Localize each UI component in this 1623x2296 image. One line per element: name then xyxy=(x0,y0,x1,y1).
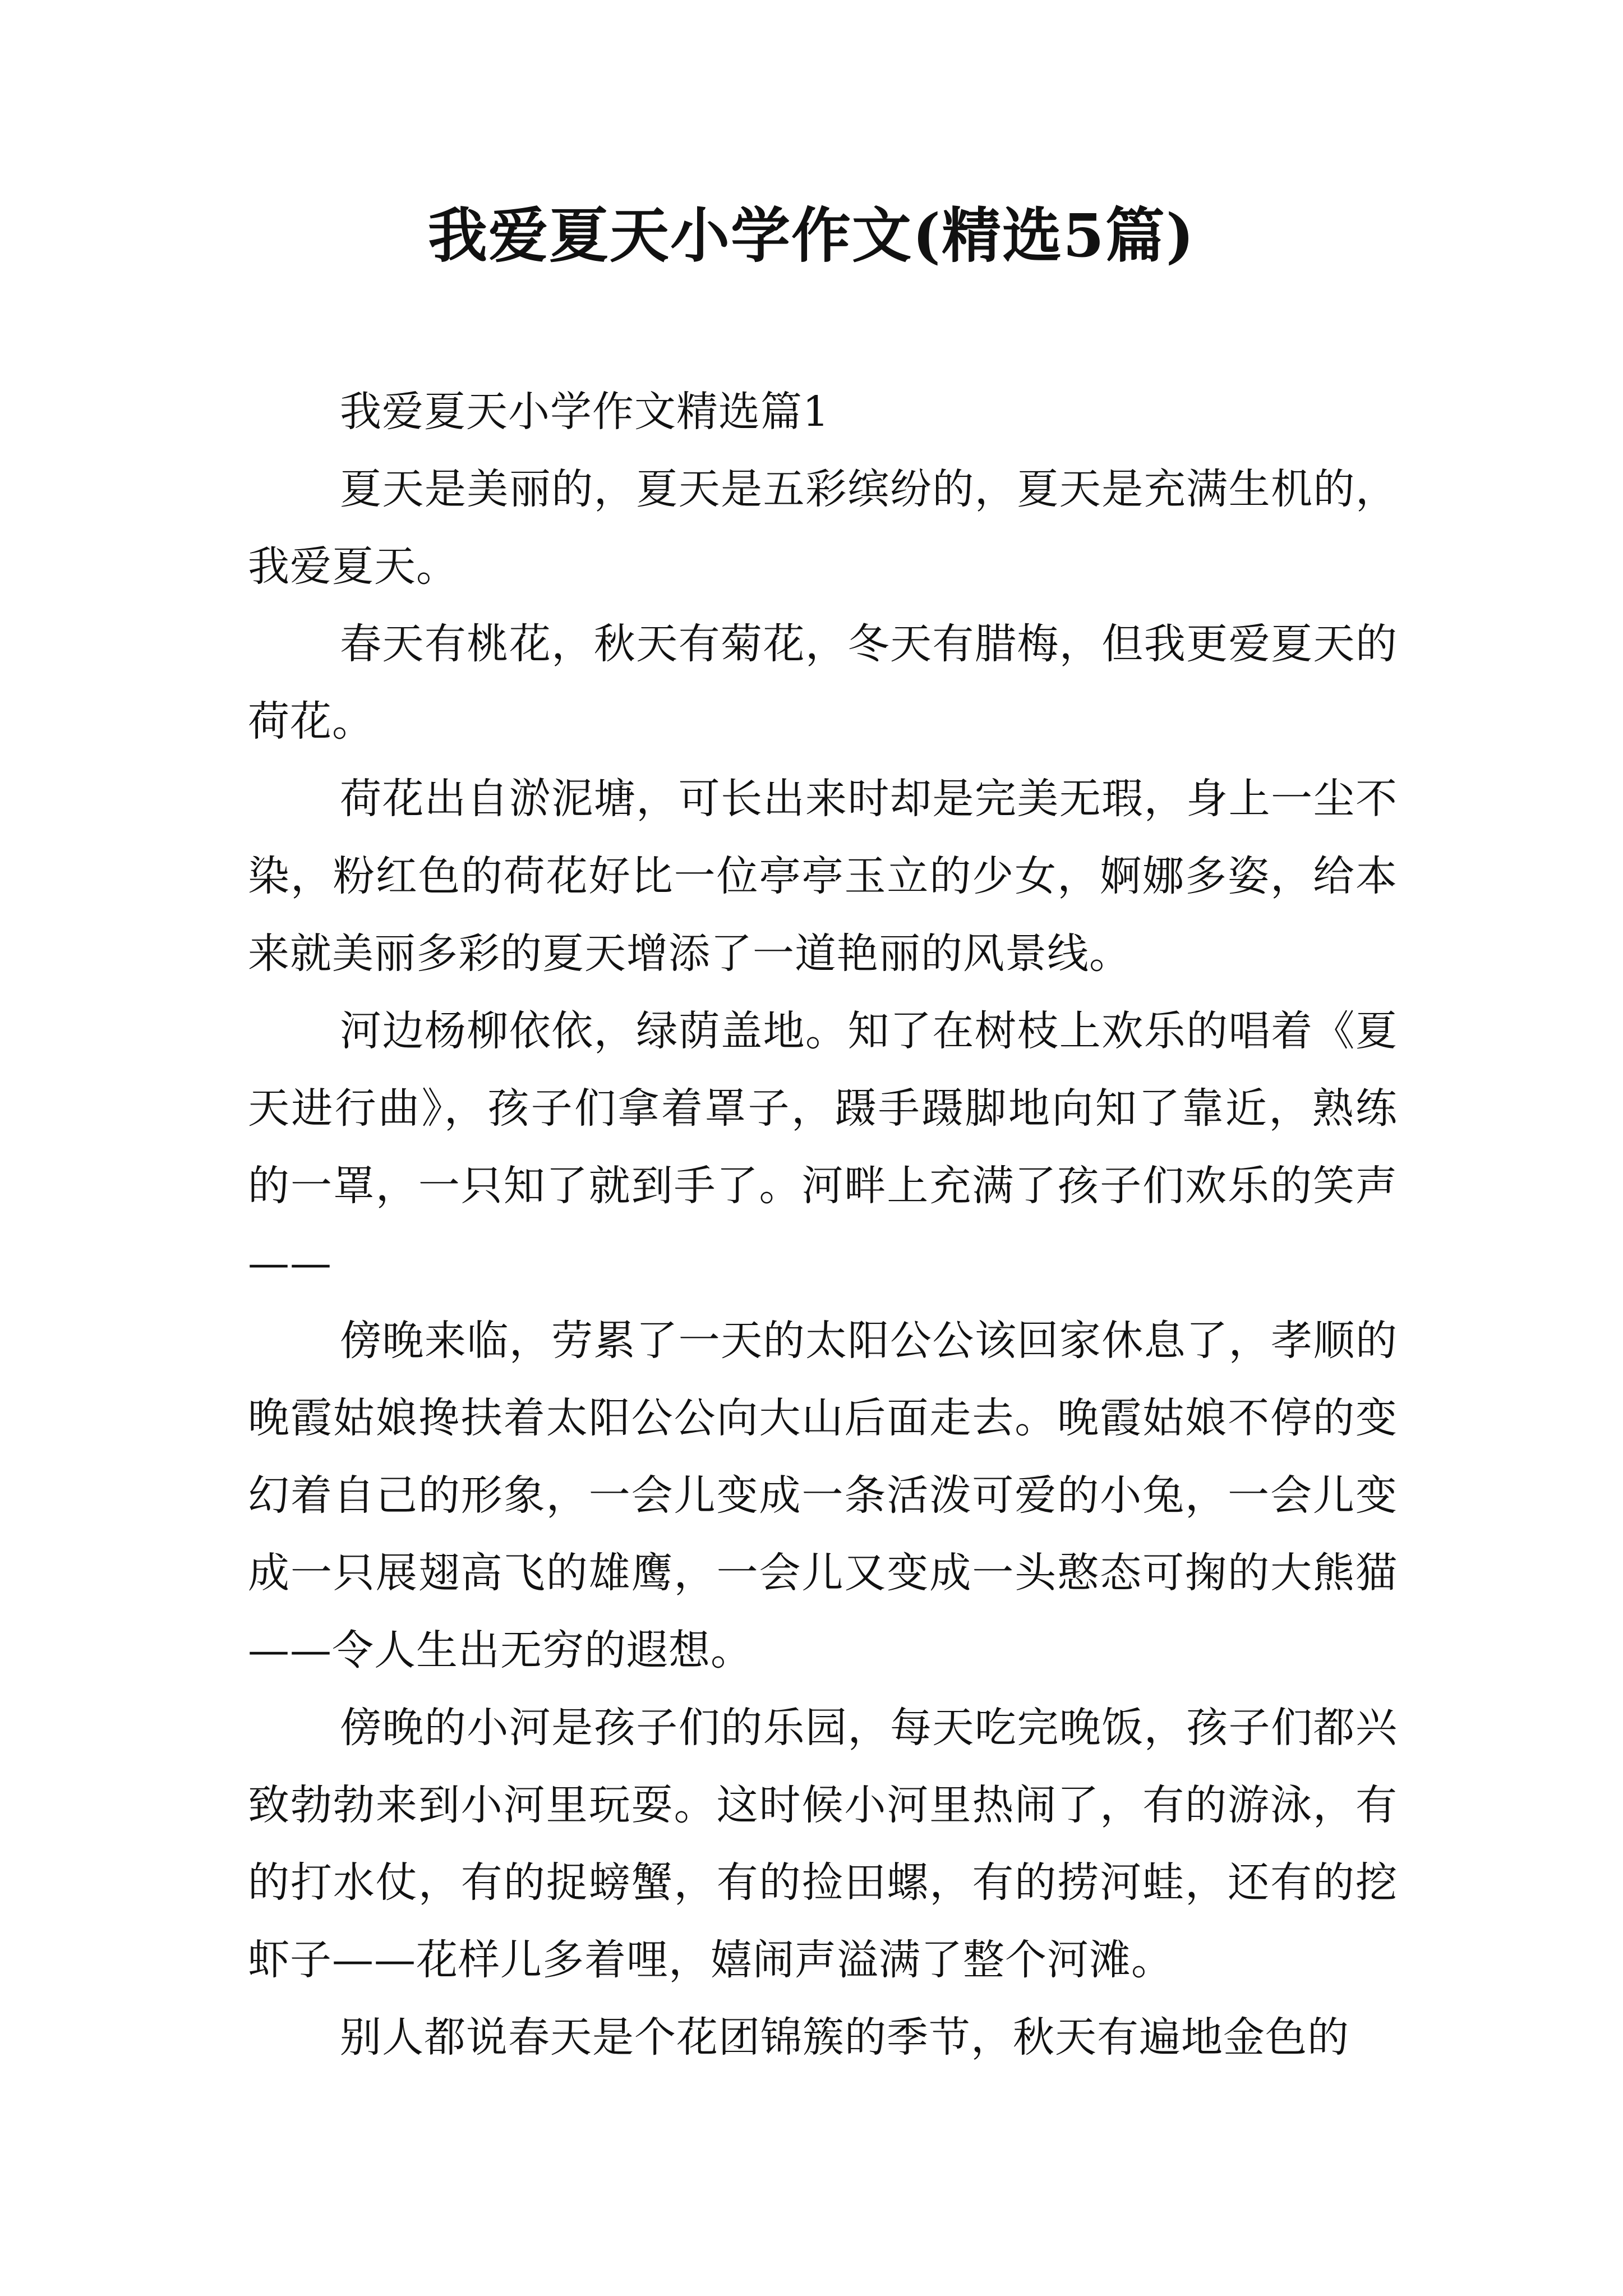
document-title: 我爱夏天小学作文(精选5篇) xyxy=(427,200,1196,270)
document-body xyxy=(248,373,1398,2076)
paragraph: 夏天是美丽的，夏天是五彩缤纷的，夏天是充满生机的，我爱夏天。 xyxy=(248,465,1398,591)
paragraph: 荷花出自淤泥塘，可长出来时却是完美无瑕，身上一尘不染，粉红色的荷花好比一位亭亭玉立的少女，婀娜多姿，给本来就美丽多彩的夏天增添了一道艳丽的风景线。 xyxy=(248,775,1398,978)
section-heading: 我爱夏天小学作文精选篇1 xyxy=(340,388,830,436)
paragraph: 别人都说春天是个花团锦簇的季节，秋天有遍地金色的 xyxy=(340,2013,1349,2062)
paragraph: 傍晚来临，劳累了一天的太阳公公该回家休息了，孝顺的晚霞姑娘搀扶着太阳公公向大山后面走去。晚霞姑娘不停的变幻着自己的形象，一会儿变成一条活泼可爱的小兔，一会儿变成一只展翅高飞的雄鹰，一会儿又变成一头憨态可掬的大熊猫——令人生出无穷的遐想。 xyxy=(248,1317,1398,1674)
paragraph: 春天有桃花，秋天有菊花，冬天有腊梅，但我更爱夏天的荷花。 xyxy=(248,620,1398,746)
paragraph: 河边杨柳依依，绿荫盖地。知了在树枝上欢乐的唱着《夏天进行曲》，孩子们拿着罩子，蹑手蹑脚地向知了靠近，熟练的一罩，一只知了就到手了。河畔上充满了孩子们欢乐的笑声—— xyxy=(248,1007,1398,1287)
paragraph: 傍晚的小河是孩子们的乐园，每天吃完晚饭，孩子们都兴致勃勃来到小河里玩耍。这时候小河里热闹了，有的游泳，有的打水仗，有的捉螃蟹，有的捡田螺，有的捞河蛙，还有的挖虾子——花样儿多着哩，嬉闹声溢满了整个河滩。 xyxy=(248,1704,1398,1984)
